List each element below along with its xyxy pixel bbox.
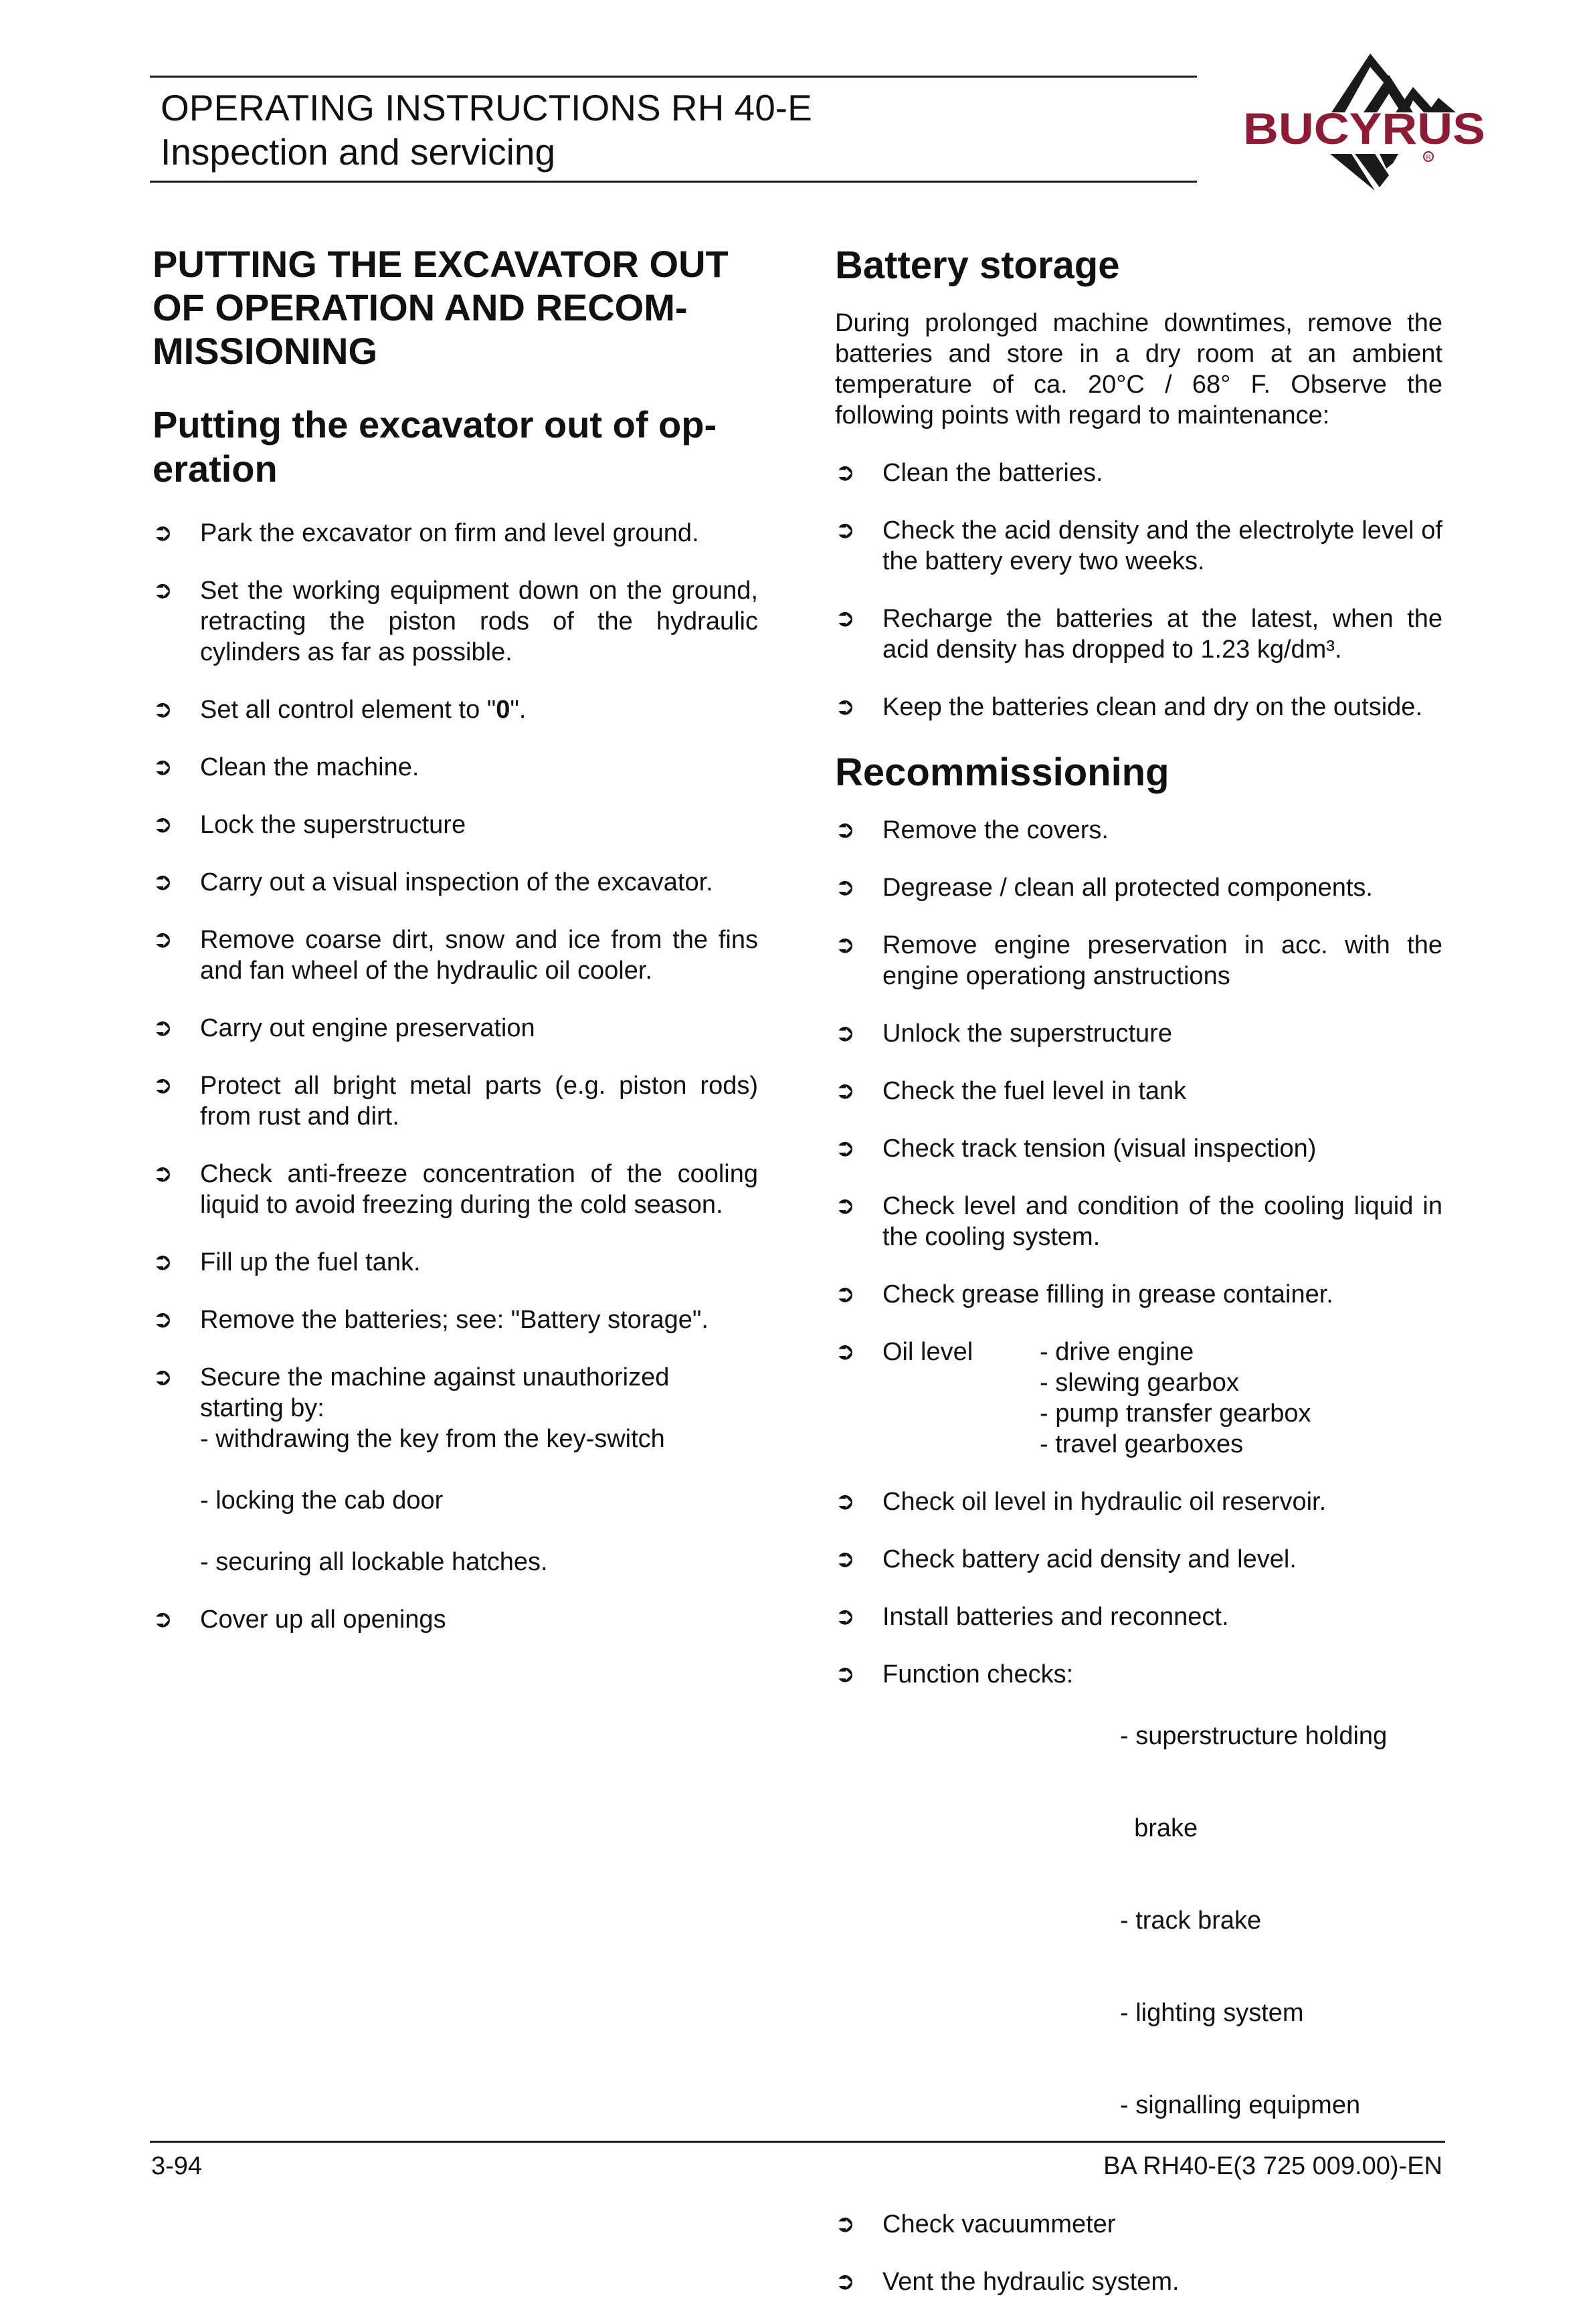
arrow-bullet-icon: ➲	[835, 2268, 856, 2295]
list-item: ➲ Remove coarse dirt, snow and ice from the fins and fan wheel of the hydraulic oil cooler.	[153, 926, 758, 985]
arrow-bullet-icon: ➲	[153, 696, 173, 723]
section-heading: Putting the excavator out of op- eration	[153, 403, 717, 490]
arrow-bullet-icon: ➲	[153, 1248, 173, 1276]
document-title: OPERATING INSTRUCTIONS RH 40-E	[161, 87, 812, 128]
bucyrus-logo	[1238, 54, 1492, 214]
list-item: ➲ Recharge the batteries at the latest, when the acid density has dropped to 1.23 kg/dm³.	[835, 605, 1442, 664]
list-item: ➲ Clean the machine.	[153, 753, 419, 781]
arrow-bullet-icon: ➲	[835, 1545, 856, 1573]
shutdown-checklist	[153, 518, 758, 1635]
svg-text:R: R	[1426, 154, 1431, 162]
list-item: ➲ Carry out engine preservation	[153, 1014, 535, 1042]
list-item: ➲ Set the working equipment down on the ground, retracting the piston rods of the hydraulic cylinders as far as possible.	[153, 577, 758, 666]
arrow-bullet-icon: ➲	[153, 926, 173, 953]
arrow-bullet-icon: ➲	[153, 1306, 173, 1333]
list-item: ➲ Lock the superstructure	[153, 811, 466, 839]
list-item: ➲ Check level and condition of the cooling liquid in the cooling system.	[835, 1192, 1442, 1251]
function-checks-table: Function checks: - superstructure holding brake - track brake - lighting system - signalling equipmen	[882, 1660, 1388, 2119]
list-item: ➲ Check battery acid density and level.	[835, 1545, 1297, 1573]
document-reference: BA RH40-E(3 725 009.00)-EN	[1103, 2152, 1442, 2180]
arrow-bullet-icon: ➲	[835, 516, 856, 544]
list-item: ➲ Check vacuummeter	[835, 2210, 1116, 2238]
list-item: ➲ Remove engine preservation in acc. with the engine operationg anstructions	[835, 931, 1442, 990]
arrow-bullet-icon: ➲	[153, 753, 173, 781]
arrow-bullet-icon: ➲	[153, 1072, 173, 1099]
arrow-bullet-icon: ➲	[835, 1192, 856, 1220]
list-item: ➲ Install batteries and reconnect.	[835, 1603, 1229, 1631]
arrow-bullet-icon: ➲	[835, 874, 856, 901]
list-item: ➲ Keep the batteries clean and dry on the outside.	[835, 693, 1422, 721]
list-item: ➲ Degrease / clean all protected components.	[835, 874, 1373, 902]
arrow-bullet-icon: ➲	[835, 2210, 856, 2238]
arrow-bullet-icon: ➲	[835, 1660, 856, 1688]
list-item: ➲ Check track tension (visual inspection)	[835, 1135, 1317, 1163]
section-title: Inspection and servicing	[161, 131, 556, 173]
arrow-bullet-icon: ➲	[153, 1160, 173, 1187]
arrow-bullet-icon: ➲	[835, 1280, 856, 1308]
arrow-bullet-icon: ➲	[835, 1020, 856, 1047]
list-item: ➲ Check anti-freeze concentration of the cooling liquid to avoid freezing during the cold season.	[153, 1160, 758, 1219]
list-item: ➲ Protect all bright metal parts (e.g. piston rods) from rust and dirt.	[153, 1072, 758, 1131]
main-heading: PUTTING THE EXCAVATOR OUT OF OPERATION AND RECOM- MISSIONING	[153, 243, 729, 372]
list-item: ➲ Secure the machine against unauthorized starting by: - withdrawing the key from the key-switch - locking the cab door - securing all lockable hatches.	[153, 1363, 670, 1576]
arrow-bullet-icon: ➲	[835, 816, 856, 844]
list-item: ➲ Set all control element to "0".	[153, 696, 527, 724]
arrow-bullet-icon: ➲	[835, 1603, 856, 1630]
list-item: ➲ Remove the batteries; see: "Battery storage".	[153, 1306, 709, 1334]
arrow-bullet-icon: ➲	[153, 1363, 173, 1391]
arrow-bullet-icon: ➲	[153, 1606, 173, 1633]
arrow-bullet-icon: ➲	[835, 459, 856, 486]
list-item: ➲ Vent the hydraulic system.	[835, 2268, 1180, 2296]
list-item: ➲ Check the fuel level in tank	[835, 1077, 1187, 1105]
arrow-bullet-icon: ➲	[835, 693, 856, 720]
arrow-bullet-icon: ➲	[153, 868, 173, 896]
list-item: ➲ Cover up all openings	[153, 1606, 446, 1634]
right-column	[835, 242, 1442, 2324]
arrow-bullet-icon: ➲	[153, 1014, 173, 1042]
list-item: ➲ Check grease filling in grease container.	[835, 1280, 1333, 1309]
header-top-rule	[150, 76, 1197, 78]
list-item: ➲ Carry out a visual inspection of the excavator.	[153, 868, 713, 896]
list-item: ➲ Check oil level in hydraulic oil reservoir.	[835, 1488, 1327, 1516]
left-column	[153, 242, 758, 1662]
page-number: 3-94	[151, 2152, 203, 2180]
arrow-bullet-icon: ➲	[835, 1488, 856, 1515]
arrow-bullet-icon: ➲	[153, 519, 173, 547]
battery-storage-heading: Battery storage	[835, 244, 1120, 287]
list-item: ➲ Clean the batteries.	[835, 459, 1103, 487]
arrow-bullet-icon: ➲	[153, 811, 173, 838]
list-item: ➲ Park the excavator on firm and level ground.	[153, 519, 699, 547]
list-item: ➲ Remove the covers.	[835, 816, 1109, 844]
arrow-bullet-icon: ➲	[153, 577, 173, 604]
recommissioning-checklist	[835, 815, 1442, 2297]
list-item: ➲ Check the acid density and the electrolyte level of the battery every two weeks.	[835, 516, 1442, 575]
logo-wordmark: BUCYRUS	[1243, 104, 1485, 153]
list-item: ➲ Unlock the superstructure	[835, 1020, 1172, 1048]
list-item	[835, 1337, 1442, 1460]
arrow-bullet-icon: ➲	[835, 1338, 856, 1365]
arrow-bullet-icon: ➲	[835, 1077, 856, 1104]
oil-level-table: Oil level - drive engine - slewing gearbox - pump transfer gearbox - travel gearboxes	[882, 1338, 1311, 1458]
list-item	[835, 1659, 1442, 2182]
arrow-bullet-icon: ➲	[835, 931, 856, 959]
arrow-bullet-icon: ➲	[835, 605, 856, 632]
recommissioning-heading: Recommissioning	[835, 751, 1169, 794]
header-bottom-rule	[150, 181, 1197, 183]
arrow-bullet-icon: ➲	[835, 1135, 856, 1162]
battery-checklist	[835, 458, 1442, 722]
footer-rule	[150, 2141, 1445, 2143]
battery-storage-text: During prolonged machine downtimes, remove the batteries and store in a dry room at an ambient temperature of ca. 20°C / 68° F. Observe the following points with regard to maintenance:	[835, 309, 1442, 429]
list-item: ➲ Fill up the fuel tank.	[153, 1248, 421, 1276]
